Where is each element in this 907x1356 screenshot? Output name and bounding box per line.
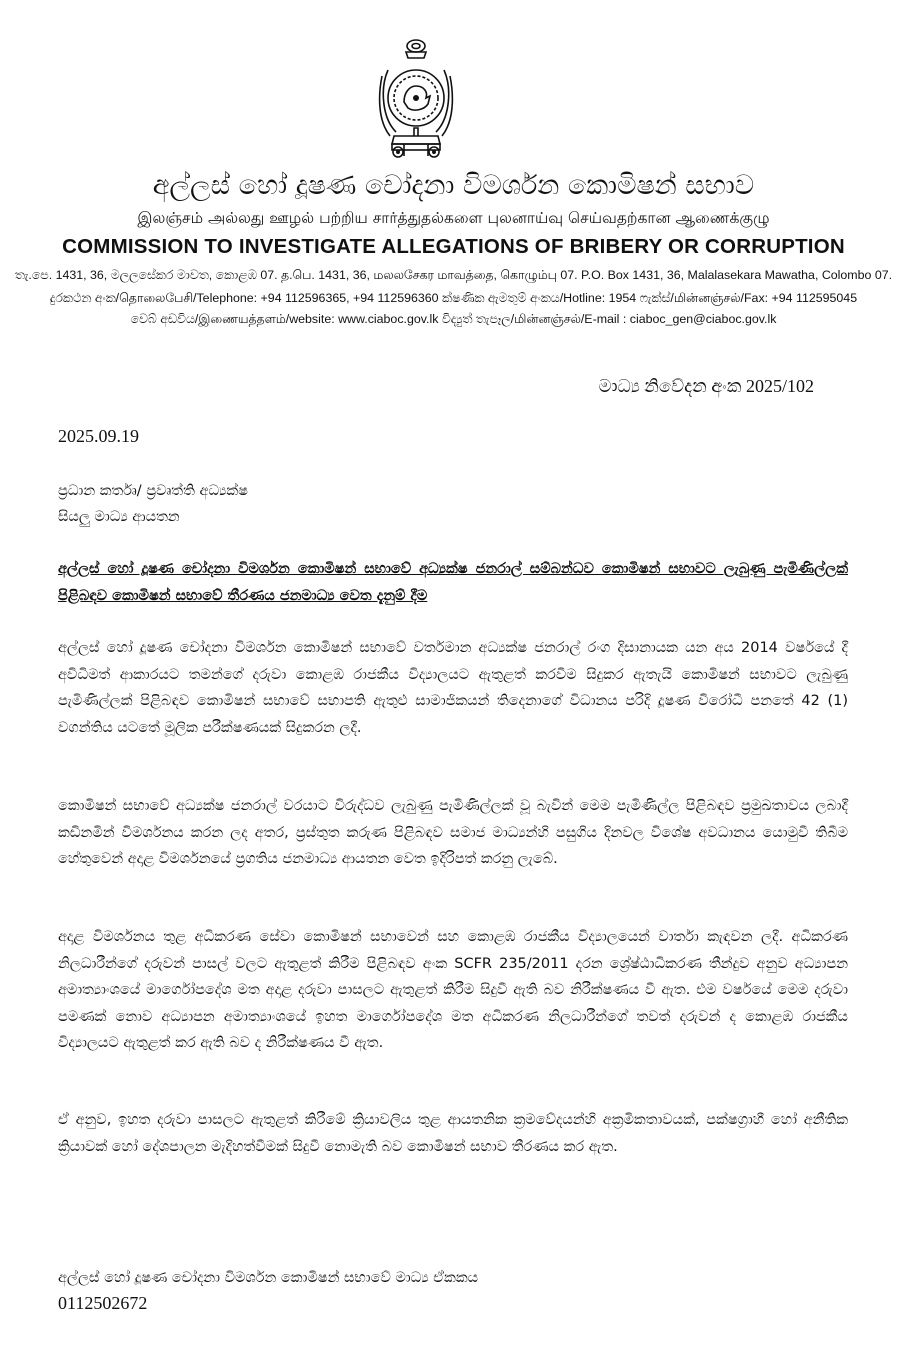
release-date: 2025.09.19 [58,426,139,446]
letterhead-web-line: වෙබ් අඩවිය/இணையத்தளம்/website: www.ciaboc.gov.lk විද්‍යුත් තැපෑල/மின்னஞ்சல்/E-mail : ciaboc_gen@ciaboc.gov.lk [130,312,777,326]
letterhead-name-sinhala: අල්ලස් හෝ දූෂණ චෝදනා විමර්ශන කොමිෂන් සභාව [152,170,755,201]
release-number: මාධ්‍ය නිවේදන අංක 2025/102 [598,376,814,396]
letterhead-phone-line: දුරකථන අංක/தொலைபேசி/Telephone: +94 112596365, +94 112596360 ක්ෂණික ඇමතුම් අංකය/Hotline: 1954 ෆැක්ස්/மின்னஞ்சல்/Fax: +94 112595045 [49,291,858,305]
letterhead-name-english: COMMISSION TO INVESTIGATE ALLEGATIONS OF BRIBERY OR CORRUPTION [62,235,845,258]
addressee-line-2: සියලු මාධ්‍ය ආයතන [58,509,180,525]
contact-phone: 0112502672 [58,1293,148,1313]
document-title: අල්ලස් හෝ දූෂණ චෝදනා විමර්ශන කොමිෂන් සභාවේ අධ්‍යක්ෂ ජනරාල් සම්බන්ධව කොමිෂන් සභාවට ලැබුණු පැමිණිල්ලක් පිළිබඳව කොමිෂන් සභාවේ තීරණය ජනමාධ්‍ය වෙත දැනුම් දීම [58,561,848,604]
addressee-line-1: ප්‍රධාන කර්තෘ/ ප්‍රවෘත්ති අධ්‍යක්ෂ [58,483,248,499]
body-paragraph-1: අල්ලස් හෝ දූෂණ චෝදනා විමර්ශන කොමිෂන් සභාවේ වර්තමාන අධ්‍යක්ෂ ජනරාල් රංග දිසානායක යන අය 2014 වර්ෂයේ දී අවිධිමත් ආකාරයට තමන්ගේ දරුවා කොළඹ රාජකීය විද්‍යාලයට ඇතුළත් කරවීම සිදුකර ඇතැයි කොමිෂන් සභාවට ලැබුණු පැමිණිල්ලක් පිළිබඳව කොමිෂන් සභාවේ සභාපති ඇතුළු සාමාජිකයන් තිදෙනාගේ විධානය පරිදි දූෂණ විරෝධී පනතේ 42 (1) වගන්තිය යටතේ මූලික පරීක්ෂණයක් සිදුකරන ලදී. [58,640,848,736]
body-paragraph-2: කොමිෂන් සභාවේ අධ්‍යක්ෂ ජනරාල් වරයාට විරුද්ධව ලැබුණු පැමිණිල්ලක් වූ බැවින් මෙම පැමිණිල්ල පිළිබඳව ප්‍රමුඛතාවය ලබාදී කඩිනමින් විමර්ශනය කරන ලද අතර, ප්‍රස්තුත කරුණ පිළිබඳව සමාජ මාධ්‍යන්හි පසුගිය දිනවල විශේෂ අවධානය යොමුවී තිබීම හේතුවෙන් අදාළ විමර්ශනයේ ප්‍රගතිය ජනමාධ්‍ය ආයතන වෙත ඉදිරිපත් කරනු ලැබේ. [58,798,848,868]
signature-unit: අල්ලස් හෝ දූෂණ චෝදනා විමර්ශන කොමිෂන් සභාවේ මාධ්‍ය ඒකකය [58,1270,479,1286]
body-paragraph-4: ඒ අනුව, ඉහත දරුවා පාසලට ඇතුළත් කිරීමේ ක්‍රියාවලිය තුළ ආයතනික ක්‍රමවේදයන්හි අක්‍රමිකතාවයක්, පක්ෂග්‍රාහී හෝ අනීතික ක්‍රියාවක් හෝ දේශපාලන මැදිහත්වීමක් සිදුවී නොමැති බව කොමිෂන් සභාව තීරණය කර ඇත. [58,1112,848,1155]
letterhead-name-tamil: இலஞ்சம் அல்லது ஊழல் பற்றிய சார்த்துதல்களை புலனாய்வு செய்வதற்கான ஆணைக்குழு [137,209,770,227]
letterhead-address: තැ.පෙ. 1431, 36, මලලසේකර මාවත, කොළඹ 07. த.பெ. 1431, 36, மலலசேகர மாவத்தை, கொழும்பு 07. P.O. Box 1431, 36, Malalasekara Mawatha, Colombo 07. [14,268,893,282]
national-emblem-icon [374,36,458,160]
body-paragraph-3: අදාළ විමර්ශනය තුළ අධිකරණ සේවා කොමිෂන් සභාවෙන් සහ කොළඹ රාජකීය විද්‍යාලයෙන් වාර්තා කැඳවන ලදී. අධිකරණ නිලධාරීන්ගේ දරුවන් පාසල් වලට ඇතුළත් කිරීම පිළිබඳව අංක SCFR 235/2011 දරන ශ්‍රේෂ්ඨාධිකරණ තීන්දුව අනුව අධ්‍යාපන අමාත්‍යාංශයේ මාර්ගෝපදේශ මත අදාළ දරුවා පාසලට ඇතුළත් කිරීම සිදුවී ඇති බව නිරීක්ෂණය වී ඇත. එම වර්ෂයේ මෙම දරුවා පමණක් නොව අධ්‍යාපන අමාත්‍යාංශයේ ඉහත මාර්ගෝපදේශ මත අධිකරණ නිලධාරීන්ගේ තවත් දරුවන් ද කොළඹ රාජකීය විද්‍යාලයට ඇතුළත් කර ඇති බව ද නිරීක්ෂණය වී ඇත. [58,929,848,1052]
